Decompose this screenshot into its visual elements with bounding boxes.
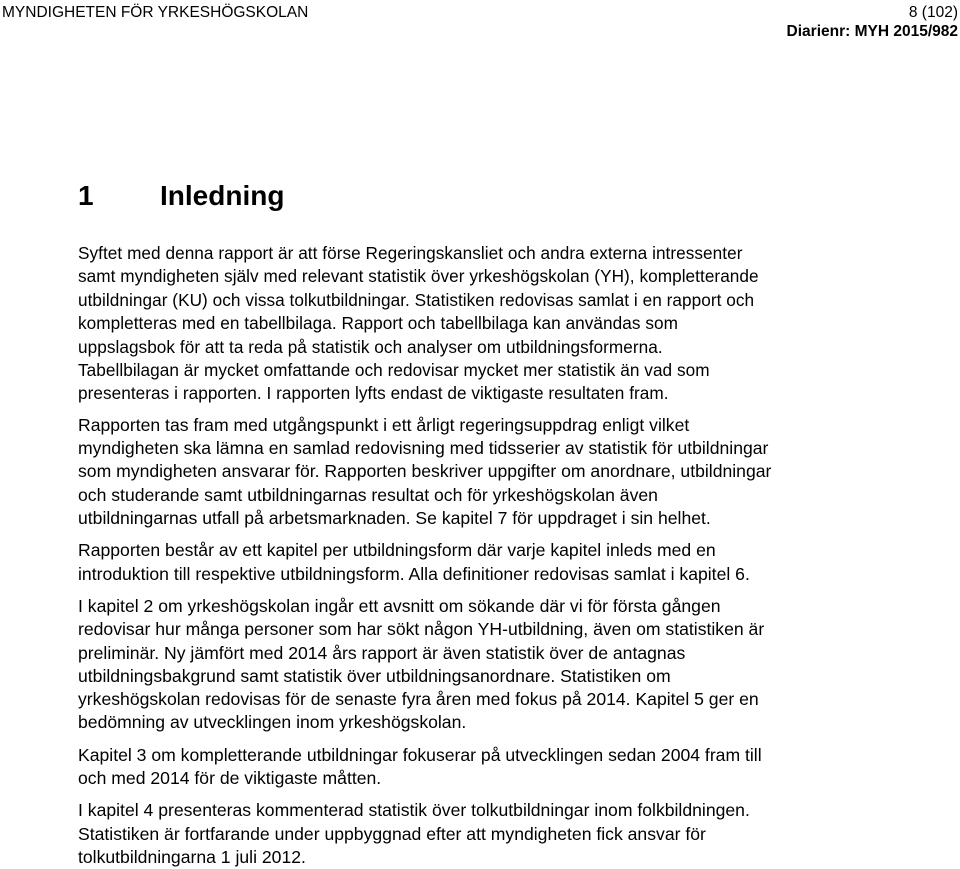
paragraph-line: introduktion till respektive utbildningsform. Alla definitioner redovisas samlat i kapitel 6. bbox=[78, 563, 750, 584]
paragraph-line: och studerande samt utbildningarnas resultat och för yrkeshögskolan även bbox=[78, 484, 658, 505]
intro-line: samt myndigheten själv med relevant statistik över yrkeshögskolan (YH), kompletterande bbox=[78, 266, 759, 287]
paragraph-line: yrkeshögskolan redovisas för de senaste fyra åren med fokus på 2014. Kapitel 5 ger en bbox=[78, 689, 759, 710]
document-body bbox=[78, 176, 898, 869]
intro-line: utbildningar (KU) och vissa tolkutbildningar. Statistiken redovisas samlat i en rapport och bbox=[78, 289, 755, 310]
intro-line: kompletteras med en tabellbilaga. Rapport och tabellbilaga kan användas som bbox=[78, 313, 678, 334]
section-title: Inledning bbox=[160, 180, 285, 211]
agency-name: MYNDIGHETEN FÖR YRKESHÖGSKOLAN bbox=[2, 4, 309, 21]
paragraph-line: som myndigheten ansvarar för. Rapporten beskriver uppgifter om anordnare, utbildningar bbox=[78, 461, 772, 482]
intro-paragraph bbox=[78, 242, 898, 406]
paragraph-line: Rapporten består av ett kapitel per utbildningsform där varje kapitel inleds med en bbox=[78, 540, 716, 561]
intro-line: Tabellbilagan är mycket omfattande och redovisar mycket mer statistik än vad som bbox=[78, 360, 710, 381]
body-paragraph bbox=[78, 539, 898, 586]
paragraph-line: myndigheten ska lämna en samlad redovisning med tidsserier av statistik för utbildningar bbox=[78, 438, 769, 459]
body-paragraph bbox=[78, 414, 898, 530]
body-paragraph bbox=[78, 799, 898, 869]
paragraph-line: preliminär. Ny jämfört med 2014 års rapport är även statistik över de antagnas bbox=[78, 642, 686, 663]
paragraph-list bbox=[78, 414, 898, 869]
intro-line: presenteras i rapporten. I rapporten lyfts endast de viktigaste resultaten fram. bbox=[78, 383, 669, 404]
intro-line: Syftet med denna rapport är att förse Regeringskansliet och andra externa intressenter bbox=[78, 243, 743, 263]
paragraph-line: I kapitel 2 om yrkeshögskolan ingår ett avsnitt om sökande där vi för första gången bbox=[78, 595, 721, 616]
section-heading bbox=[78, 176, 898, 216]
paragraph-line: och med 2014 för de viktigaste måtten. bbox=[78, 768, 382, 788]
body-paragraph bbox=[78, 744, 898, 791]
paragraph-line: bedömning av utvecklingen inom yrkeshögskolan. bbox=[78, 712, 467, 733]
paragraph-line: utbildningarnas utfall på arbetsmarknaden. Se kapitel 7 för uppdraget i sin helhet. bbox=[78, 508, 711, 529]
body-paragraph bbox=[78, 595, 898, 735]
paragraph-line: Statistiken är fortfarande under uppbyggnad efter att myndigheten fick ansvar för bbox=[78, 823, 706, 844]
paragraph-line: redovisar hur många personer som har sökt någon YH-utbildning, även om statistiken är bbox=[78, 619, 765, 640]
page-number: 8 (102) bbox=[908, 4, 958, 21]
section-number: 1 bbox=[78, 180, 94, 211]
paragraph-line: tolkutbildningarna 1 juli 2012. bbox=[78, 846, 306, 867]
page-header bbox=[0, 0, 960, 42]
intro-line: uppslagsbok för att ta reda på statistik och analyser om utbildningsformerna. bbox=[78, 336, 663, 357]
paragraph-line: utbildningsbakgrund samt statistik över utbildningsanordnare. Statistiken om bbox=[78, 665, 671, 686]
diary-number: Diarienr: MYH 2015/982 bbox=[786, 23, 958, 40]
paragraph-line: I kapitel 4 presenteras kommenterad statistik över tolkutbildningar inom folkbildningen. bbox=[78, 800, 750, 821]
paragraph-line: Kapitel 3 om kompletterande utbildningar fokuserar på utvecklingen sedan 2004 fram till bbox=[78, 744, 762, 765]
paragraph-line: Rapporten tas fram med utgångspunkt i ett årligt regeringsuppdrag enligt vilket bbox=[78, 414, 690, 435]
